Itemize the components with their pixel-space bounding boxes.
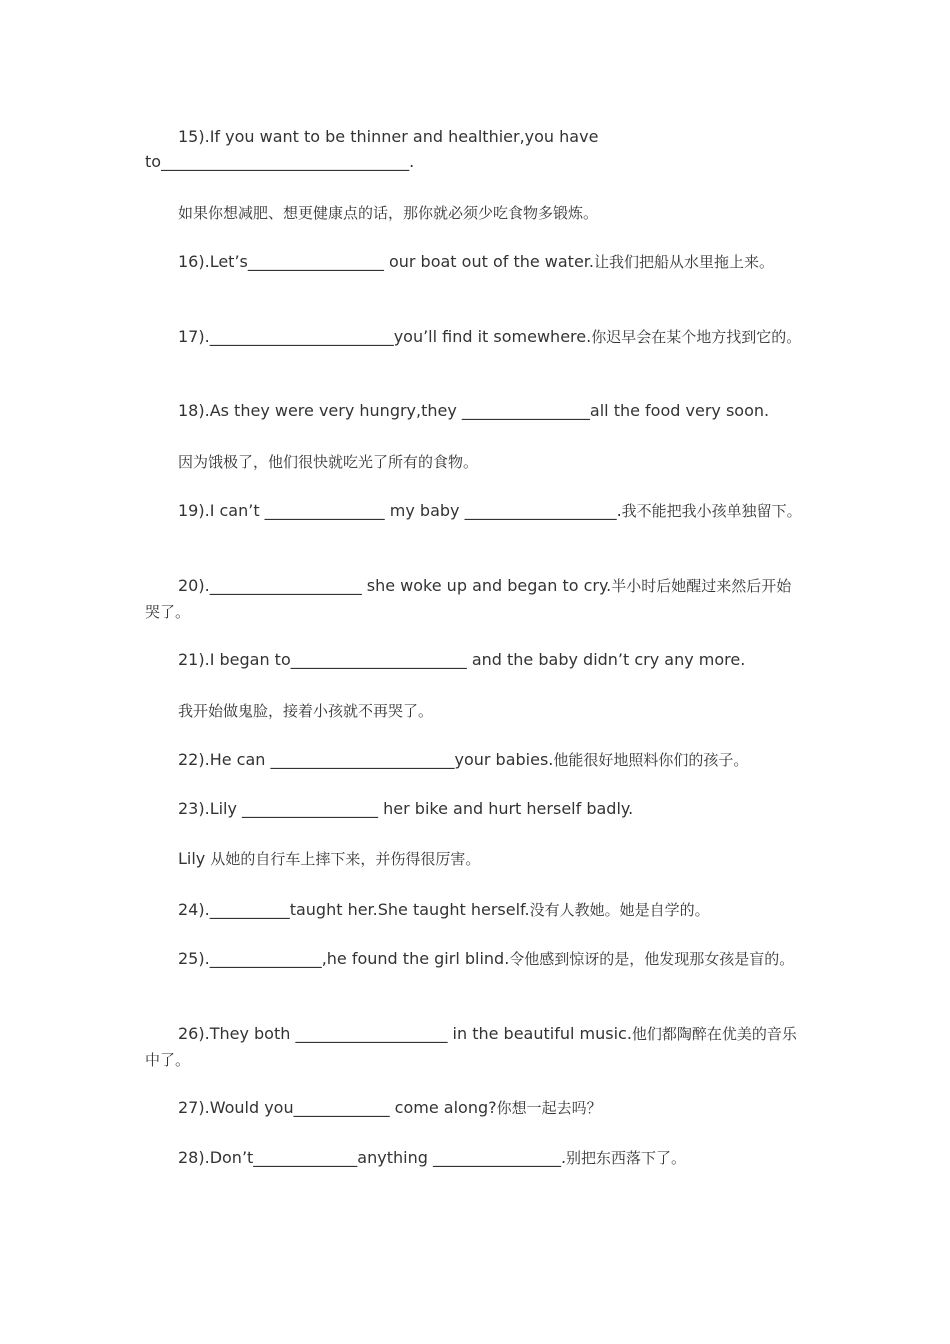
exercise-21-en: 21).I began to______________________ and the baby didn’t cry any more. bbox=[178, 650, 746, 669]
exercise-16 bbox=[145, 249, 805, 275]
exercise-18-cn: 因为饿极了，他们很快就吃光了所有的食物。 bbox=[178, 453, 479, 471]
exercise-15-cn: 如果你想减肥、想更健康点的话，那你就必须少吃食物多锻炼。 bbox=[178, 204, 599, 222]
exercise-18-translation bbox=[145, 449, 805, 475]
exercise-27 bbox=[145, 1095, 805, 1121]
exercise-15 bbox=[145, 124, 805, 174]
exercise-21-translation bbox=[145, 698, 805, 724]
exercise-25-en: 25).______________,he found the girl blind. bbox=[178, 949, 510, 968]
exercise-17 bbox=[145, 324, 805, 350]
exercise-20-cn: 半小时后她醒过来然后开始哭了。 bbox=[145, 577, 792, 621]
exercise-28 bbox=[145, 1145, 805, 1171]
exercise-28-cn: 别把东西落下了。 bbox=[566, 1149, 687, 1167]
exercise-28-en: 28).Don’t_____________anything ________________. bbox=[178, 1148, 567, 1167]
exercise-15-en: 15).If you want to be thinner and healthier,you have to_______________________________. bbox=[145, 127, 599, 171]
exercise-23-en: 23).Lily _________________ her bike and hurt herself badly. bbox=[178, 799, 634, 818]
exercise-17-en: 17)._______________________you’ll find it somewhere. bbox=[178, 327, 592, 346]
exercise-20 bbox=[145, 573, 805, 625]
exercise-24-en: 24).__________taught her.She taught herself. bbox=[178, 900, 530, 919]
exercise-22 bbox=[145, 747, 805, 773]
exercise-26 bbox=[145, 1021, 805, 1073]
exercise-23-translation bbox=[145, 846, 805, 872]
exercise-21 bbox=[145, 647, 805, 672]
exercise-20-en: 20).___________________ she woke up and began to cry. bbox=[178, 576, 612, 595]
exercise-23 bbox=[145, 796, 805, 821]
exercise-16-cn: 让我们把船从水里拖上来。 bbox=[594, 253, 775, 271]
exercise-18-en: 18).As they were very hungry,they ________________all the food very soon. bbox=[178, 401, 770, 420]
exercise-17-cn: 你迟早会在某个地方找到它的。 bbox=[591, 328, 802, 346]
exercise-15-translation bbox=[145, 200, 805, 226]
exercise-19 bbox=[145, 498, 805, 524]
exercise-24 bbox=[145, 897, 805, 923]
exercise-25-cn: 令他感到惊讶的是，他发现那女孩是盲的。 bbox=[509, 950, 795, 968]
exercise-26-cn: 他们都陶醉在优美的音乐中了。 bbox=[145, 1025, 797, 1069]
exercise-22-cn: 他能很好地照料你们的孩子。 bbox=[553, 751, 749, 769]
exercise-19-cn: 我不能把我小孩单独留下。 bbox=[621, 502, 802, 520]
exercise-23-translation-en: Lily bbox=[178, 849, 211, 868]
exercise-19-en: 19).I can’t _______________ my baby ___________________. bbox=[178, 501, 622, 520]
exercise-16-en: 16).Let’s_________________ our boat out of the water. bbox=[178, 252, 594, 271]
exercise-26-en: 26).They both ___________________ in the beautiful music. bbox=[178, 1024, 632, 1043]
exercise-27-en: 27).Would you____________ come along? bbox=[178, 1098, 497, 1117]
exercise-22-en: 22).He can _______________________your babies. bbox=[178, 750, 554, 769]
exercise-27-cn: 你想一起去吗？ bbox=[496, 1099, 602, 1117]
exercise-18 bbox=[145, 398, 805, 423]
exercise-23-cn: 从她的自行车上摔下来，并伤得很厉害。 bbox=[210, 850, 481, 868]
exercise-25 bbox=[145, 946, 805, 972]
exercise-21-cn: 我开始做鬼脸，接着小孩就不再哭了。 bbox=[178, 702, 434, 720]
exercise-24-cn: 没有人教她。她是自学的。 bbox=[529, 901, 710, 919]
